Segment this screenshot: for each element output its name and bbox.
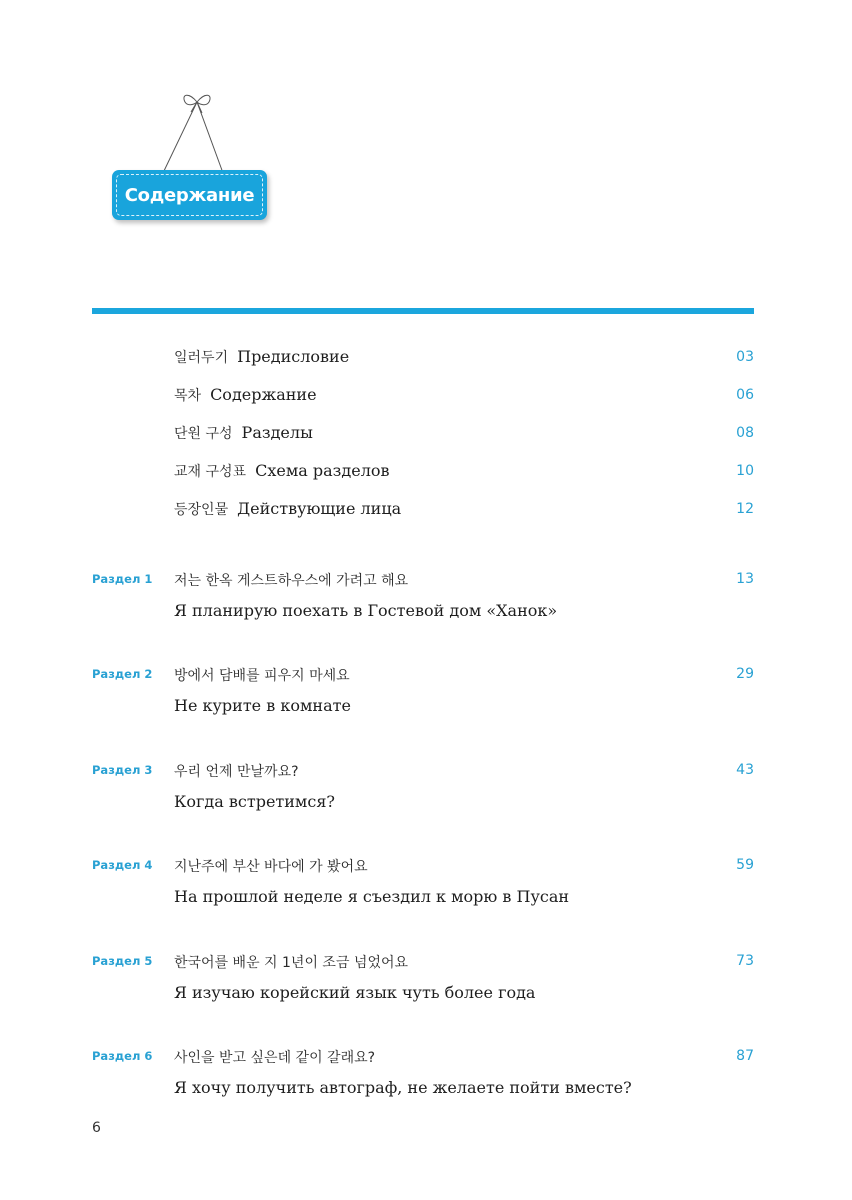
- chapter-korean-title: 저는 한옥 게스트하우스에 가려고 해요: [174, 573, 409, 589]
- entry-page: 08: [736, 425, 754, 441]
- entry-page: 06: [736, 387, 754, 403]
- chapter-russian-title: Я изучаю корейский язык чуть более года: [174, 983, 536, 1002]
- toc-entry-scheme[interactable]: [174, 452, 754, 490]
- chapter-page: 59: [736, 857, 754, 873]
- page-number: 6: [92, 1120, 101, 1136]
- toc-entry-contents[interactable]: [174, 376, 754, 414]
- entry-russian: Предисловие: [237, 347, 350, 366]
- entry-korean: 교재 구성표: [174, 464, 247, 480]
- toc-chapter-2[interactable]: [92, 665, 754, 727]
- chapter-label: Раздел 2: [92, 667, 153, 681]
- chapter-page: 13: [736, 571, 754, 587]
- chapter-page: 29: [736, 666, 754, 682]
- toc-chapter-5[interactable]: [92, 952, 754, 1014]
- entry-korean: 단원 구성: [174, 426, 233, 442]
- chapter-russian-title: На прошлой неделе я съездил к морю в Пусан: [174, 887, 570, 906]
- toc-entry-characters[interactable]: [174, 490, 754, 528]
- entry-page: 03: [736, 349, 754, 365]
- entry-russian: Схема разделов: [255, 461, 390, 480]
- chapter-russian-title: Не курите в комнате: [174, 696, 351, 715]
- chapter-korean-title: 우리 언제 만날까요?: [174, 764, 299, 780]
- toc-entry-sections[interactable]: [174, 414, 754, 452]
- entry-russian: Действующие лица: [237, 499, 402, 518]
- entry-russian: Разделы: [241, 423, 313, 442]
- entry-korean: 등장인물: [174, 502, 229, 518]
- front-matter-list: [174, 338, 754, 528]
- title-divider: [92, 308, 754, 314]
- chapter-label: Раздел 5: [92, 954, 153, 968]
- chapter-page: 87: [736, 1048, 754, 1064]
- chapter-korean-title: 방에서 담배를 피우지 마세요: [174, 668, 350, 684]
- contents-title-tag: [112, 170, 267, 220]
- entry-korean: 목차: [174, 388, 202, 404]
- chapter-russian-title: Я планирую поехать в Гостевой дом «Ханок»: [174, 601, 558, 620]
- entry-russian: Содержание: [210, 385, 317, 404]
- chapter-russian-title: Я хочу получить автограф, не желаете пойти вместе?: [174, 1078, 632, 1097]
- toc-chapter-1[interactable]: [92, 570, 754, 632]
- page-title: Содержание: [124, 184, 255, 206]
- chapter-korean-title: 사인을 받고 싶은데 같이 갈래요?: [174, 1050, 376, 1066]
- toc-chapter-3[interactable]: [92, 761, 754, 823]
- chapter-korean-title: 지난주에 부산 바다에 가 봤어요: [174, 859, 368, 875]
- chapter-page: 73: [736, 953, 754, 969]
- chapter-label: Раздел 3: [92, 763, 153, 777]
- entry-korean: 일러두기: [174, 350, 229, 366]
- toc-chapter-4[interactable]: [92, 856, 754, 918]
- entry-page: 12: [736, 501, 754, 517]
- chapter-label: Раздел 6: [92, 1049, 153, 1063]
- chapter-korean-title: 한국어를 배운 지 1년이 조금 넘었어요: [174, 955, 409, 971]
- entry-page: 10: [736, 463, 754, 479]
- toc-entry-preface[interactable]: [174, 338, 754, 376]
- chapter-label: Раздел 4: [92, 858, 153, 872]
- chapter-russian-title: Когда встретимся?: [174, 792, 335, 811]
- chapter-page: 43: [736, 762, 754, 778]
- chapter-label: Раздел 1: [92, 572, 153, 586]
- toc-chapter-6[interactable]: [92, 1047, 754, 1109]
